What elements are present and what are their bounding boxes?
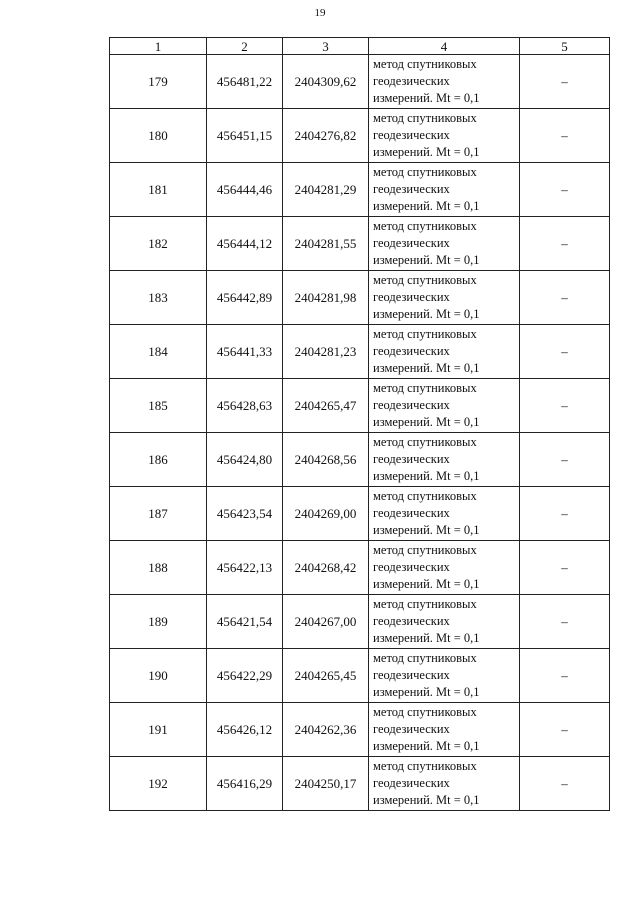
point-number-cell: 181 [110,163,207,217]
x-coordinate-cell: 456422,13 [207,541,283,595]
method-cell [369,163,520,217]
point-number-cell: 189 [110,595,207,649]
note-cell: – [520,109,610,163]
method-line: измерений. Mt = 0,1 [373,739,480,753]
method-line: геодезических [373,236,450,250]
method-line: измерений. Mt = 0,1 [373,199,480,213]
method-cell [369,595,520,649]
method-line: метод спутниковых [373,543,477,557]
header-cell-5: 5 [520,38,610,55]
method-line: измерений. Mt = 0,1 [373,523,480,537]
point-number-cell: 192 [110,757,207,811]
page-number: 19 [314,7,326,19]
method-line: измерений. Mt = 0,1 [373,631,480,645]
table-row [110,271,610,325]
table-row [110,595,610,649]
point-number-cell: 183 [110,271,207,325]
note-cell: – [520,217,610,271]
x-coordinate-cell: 456426,12 [207,703,283,757]
method-cell [369,271,520,325]
y-coordinate-cell: 2404262,36 [283,703,369,757]
table-row [110,109,610,163]
table-row [110,217,610,271]
x-coordinate-cell: 456444,46 [207,163,283,217]
x-coordinate-cell: 456444,12 [207,217,283,271]
y-coordinate-cell: 2404281,29 [283,163,369,217]
x-coordinate-cell: 456423,54 [207,487,283,541]
note-cell: – [520,757,610,811]
note-cell: – [520,433,610,487]
table-row [110,433,610,487]
method-line: метод спутниковых [373,219,477,233]
y-coordinate-cell: 2404309,62 [283,55,369,109]
y-coordinate-cell: 2404250,17 [283,757,369,811]
method-line: измерений. Mt = 0,1 [373,415,480,429]
y-coordinate-cell: 2404276,82 [283,109,369,163]
method-line: геодезических [373,128,450,142]
method-line: измерений. Mt = 0,1 [373,469,480,483]
table-row [110,649,610,703]
method-line: метод спутниковых [373,165,477,179]
point-number-cell: 184 [110,325,207,379]
table-row [110,55,610,109]
y-coordinate-cell: 2404268,42 [283,541,369,595]
header-cell-2: 2 [207,38,283,55]
method-line: геодезических [373,74,450,88]
table-body [110,55,610,811]
point-number-cell: 180 [110,109,207,163]
note-cell: – [520,541,610,595]
method-line: измерений. Mt = 0,1 [373,91,480,105]
note-cell: – [520,55,610,109]
point-number-cell: 188 [110,541,207,595]
method-cell [369,55,520,109]
header-cell-4: 4 [369,38,520,55]
note-cell: – [520,325,610,379]
method-line: метод спутниковых [373,111,477,125]
note-cell: – [520,271,610,325]
method-line: геодезических [373,182,450,196]
point-number-cell: 179 [110,55,207,109]
header-cell-1: 1 [110,38,207,55]
method-line: геодезических [373,452,450,466]
method-cell [369,487,520,541]
method-cell [369,757,520,811]
method-cell [369,703,520,757]
coordinates-table [109,37,610,811]
header-cell-3: 3 [283,38,369,55]
y-coordinate-cell: 2404265,47 [283,379,369,433]
table-row [110,541,610,595]
y-coordinate-cell: 2404267,00 [283,595,369,649]
note-cell: – [520,487,610,541]
table-row [110,757,610,811]
method-line: геодезических [373,344,450,358]
method-line: измерений. Mt = 0,1 [373,793,480,807]
method-cell [369,379,520,433]
method-line: метод спутниковых [373,705,477,719]
y-coordinate-cell: 2404281,55 [283,217,369,271]
method-line: геодезических [373,776,450,790]
point-number-cell: 187 [110,487,207,541]
method-line: геодезических [373,668,450,682]
x-coordinate-cell: 456442,89 [207,271,283,325]
y-coordinate-cell: 2404265,45 [283,649,369,703]
method-line: измерений. Mt = 0,1 [373,361,480,375]
method-line: метод спутниковых [373,489,477,503]
x-coordinate-cell: 456451,15 [207,109,283,163]
method-cell [369,649,520,703]
x-coordinate-cell: 456428,63 [207,379,283,433]
method-line: метод спутниковых [373,651,477,665]
note-cell: – [520,703,610,757]
y-coordinate-cell: 2404268,56 [283,433,369,487]
method-line: измерений. Mt = 0,1 [373,145,480,159]
x-coordinate-cell: 456422,29 [207,649,283,703]
method-line: геодезических [373,614,450,628]
method-line: геодезических [373,398,450,412]
method-cell [369,325,520,379]
y-coordinate-cell: 2404281,98 [283,271,369,325]
note-cell: – [520,649,610,703]
table-row [110,325,610,379]
method-line: метод спутниковых [373,759,477,773]
method-line: геодезических [373,722,450,736]
method-line: метод спутниковых [373,57,477,71]
method-line: метод спутниковых [373,435,477,449]
table-row [110,379,610,433]
method-line: измерений. Mt = 0,1 [373,307,480,321]
point-number-cell: 190 [110,649,207,703]
point-number-cell: 191 [110,703,207,757]
point-number-cell: 185 [110,379,207,433]
table-row [110,487,610,541]
method-cell [369,217,520,271]
point-number-cell: 182 [110,217,207,271]
method-cell [369,109,520,163]
method-line: метод спутниковых [373,327,477,341]
x-coordinate-cell: 456421,54 [207,595,283,649]
y-coordinate-cell: 2404269,00 [283,487,369,541]
method-line: метод спутниковых [373,597,477,611]
method-cell [369,541,520,595]
table-row [110,703,610,757]
method-line: метод спутниковых [373,273,477,287]
x-coordinate-cell: 456481,22 [207,55,283,109]
table-row [110,163,610,217]
x-coordinate-cell: 456424,80 [207,433,283,487]
method-line: геодезических [373,560,450,574]
method-line: метод спутниковых [373,381,477,395]
point-number-cell: 186 [110,433,207,487]
method-line: геодезических [373,506,450,520]
note-cell: – [520,163,610,217]
table-header-row [110,38,610,55]
method-line: измерений. Mt = 0,1 [373,253,480,267]
method-line: измерений. Mt = 0,1 [373,577,480,591]
x-coordinate-cell: 456441,33 [207,325,283,379]
note-cell: – [520,379,610,433]
method-line: измерений. Mt = 0,1 [373,685,480,699]
x-coordinate-cell: 456416,29 [207,757,283,811]
method-cell [369,433,520,487]
method-line: геодезических [373,290,450,304]
note-cell: – [520,595,610,649]
y-coordinate-cell: 2404281,23 [283,325,369,379]
